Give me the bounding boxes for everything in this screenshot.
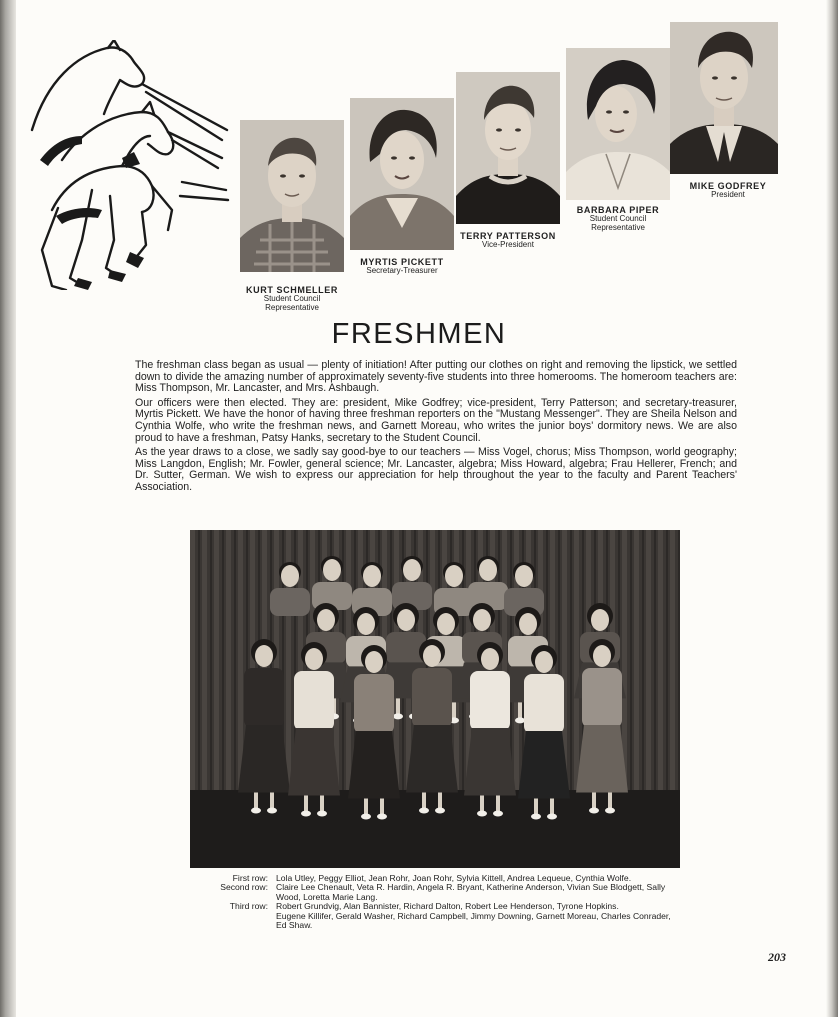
page-binding-left [0, 0, 16, 1017]
officer-caption-barbara-piper [560, 206, 676, 232]
roster-row-names: Lola Utley, Peggy Elliot, Jean Rohr, Joan Rohr, Sylvia Kittell, Andrea Lequeue, Cynthia Wolfe. [276, 873, 632, 883]
officer-role: President [711, 190, 745, 200]
officer-portrait-myrtis-pickett [350, 98, 454, 250]
photo-roster [200, 874, 680, 930]
officer-name: MYRTIS PICKETT [360, 257, 444, 267]
roster-row-names: Eugene Killifer, Gerald Washer, Richard Campbell, Jimmy Downing, Garnett Moreau, Charles Conrader, Ed Shaw. [276, 910, 671, 931]
mustang-horses-illustration [22, 40, 232, 290]
officer-role: Student Council [263, 294, 321, 304]
officer-role: Representative [265, 302, 319, 312]
officer-role: Student Council [589, 214, 647, 224]
roster-row-label: Third row: [229, 901, 268, 912]
roster-row-label [200, 912, 276, 931]
officer-role: Secretary-Treasurer [366, 266, 438, 276]
officer-portrait-mike-godfrey [670, 22, 778, 174]
roster-row-names: Claire Lee Chenault, Veta R. Hardin, Angela R. Bryant, Katherine Anderson, Vivian Sue Blodgett, Sally Wood, Loretta Marie Lang. [276, 882, 666, 902]
roster-row [200, 883, 680, 902]
roster-row-label: Second row: [220, 882, 268, 893]
officer-caption-mike-godfrey [672, 182, 784, 200]
officer-portrait-barbara-piper [566, 48, 670, 200]
paragraph: Our officers were then elected. They are: president, Mike Godfrey; vice-president, Terry Patterson; and secretary-treasurer, Myrtis Pickett. We have the honor of having three freshman reporters on the "Mustang Messenger". They are Sheila Nelson and Cynthia Wolfe, who write the freshman news, and Garnett Moreau, who writes the junior boys' dormitory news. We are also proud to have a freshman, Patsy Hanks, secretary to the Student Council. [135, 396, 737, 444]
page-number: 203 [768, 950, 786, 964]
officer-role: Vice-President [482, 240, 534, 250]
page-binding-right [826, 0, 838, 1017]
officer-name: TERRY PATTERSON [460, 231, 556, 241]
officer-name: MIKE GODFREY [689, 181, 767, 191]
page-title: FRESHMEN [331, 318, 507, 350]
officer-caption-kurt-schmeller [236, 286, 348, 312]
officer-caption-terry-patterson [450, 232, 566, 250]
freshman-class-group-photo [190, 530, 680, 868]
officer-portrait-terry-patterson [456, 72, 560, 224]
officer-name: KURT SCHMELLER [246, 285, 338, 295]
roster-row-names: Robert Grundvig, Alan Bannister, Richard Dalton, Robert Lee Henderson, Tyrone Hopkins. [276, 901, 619, 912]
roster-row-label: First row: [232, 873, 268, 883]
officer-role: Representative [591, 222, 645, 232]
paragraph: The freshman class began as usual — plenty of initiation! After putting our clothes on right and removing the lipstick, we settled down to divide the amazing number of approximately seventy-five students into three homerooms. The homeroom teachers are: Miss Thompson, Mr. Lancaster, and Mrs. Ashbaugh. [135, 359, 737, 395]
officer-caption-myrtis-pickett [344, 258, 460, 276]
officer-name: BARBARA PIPER [576, 205, 660, 215]
roster-row [200, 912, 680, 931]
officer-portrait-kurt-schmeller [240, 120, 344, 272]
class-history-text [135, 360, 737, 497]
paragraph: As the year draws to a close, we sadly say good-bye to our teachers — Miss Vogel, chorus; Miss Thompson, world geography; Miss Langdon, English; Mr. Fowler, general science; Mr. Lancaster, algebra; Miss Howard, algebra; Frau Hellerer, French; and Dr. Sutter, German. We wish to express our appreciation for help throughout the year to the faculty and Parent Teachers' Association. [135, 446, 737, 493]
